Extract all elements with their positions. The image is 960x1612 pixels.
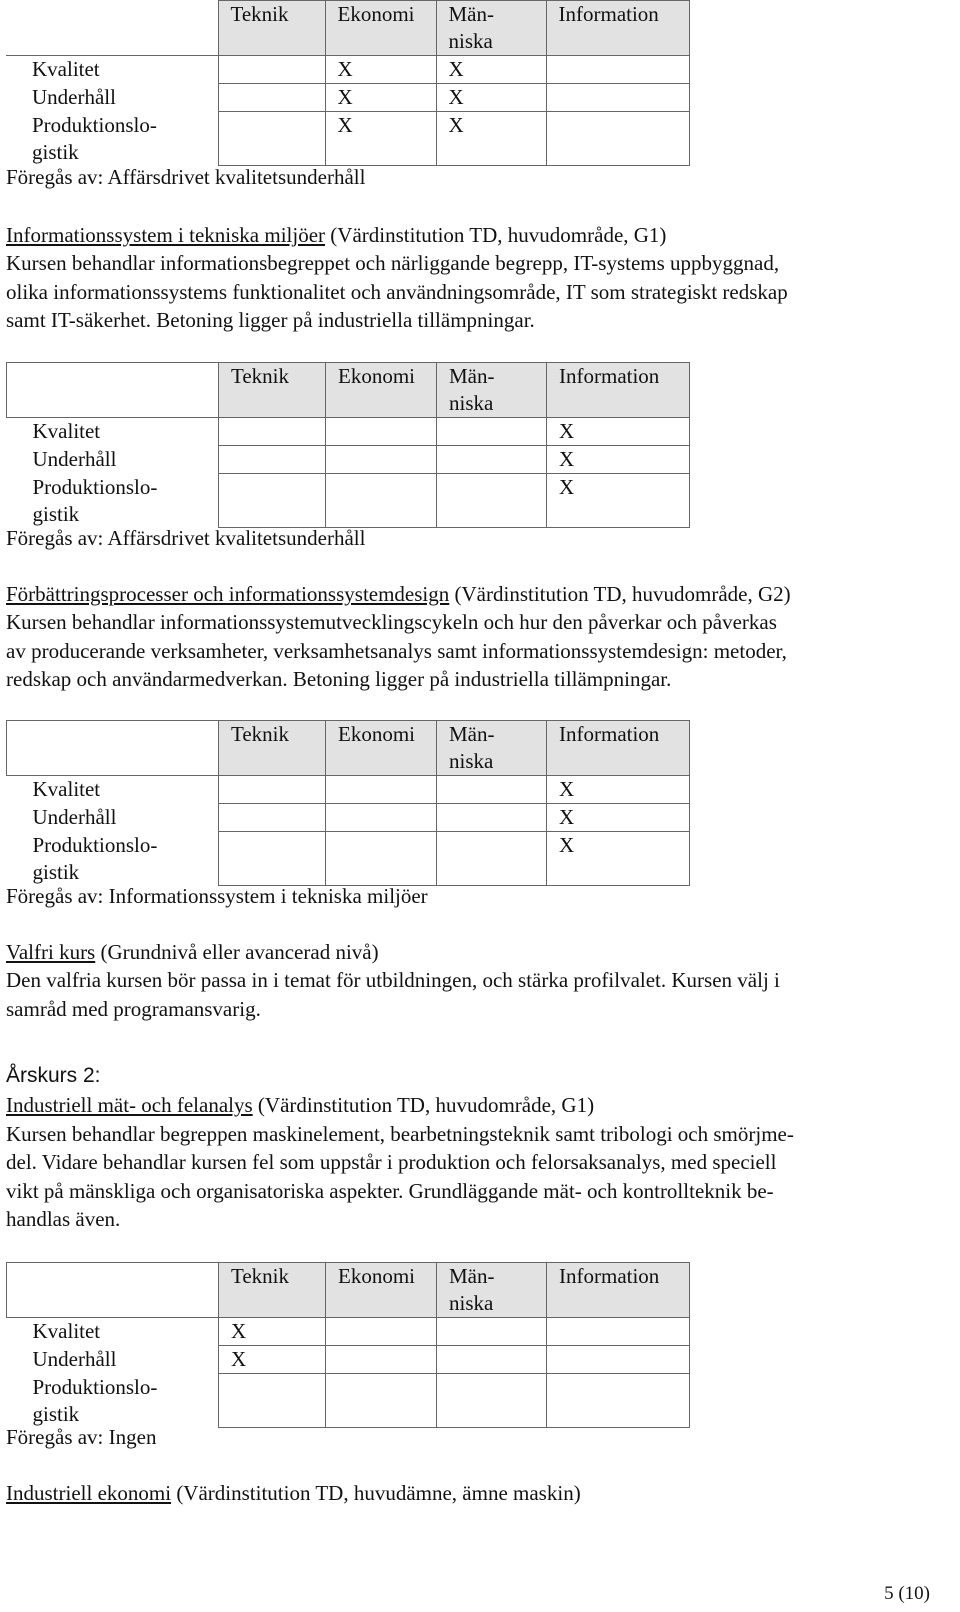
row-produktionslogistik: Produktionslo- gistik	[32, 1374, 158, 1426]
course-title-link[interactable]: Industriell mät- och felanalys	[6, 1093, 253, 1117]
course-heading: Industriell mät- och felanalys (Värdinstitution TD, huvudområde, G1)	[6, 1093, 595, 1117]
col-information: Information	[546, 1, 689, 56]
mark: X	[547, 804, 690, 832]
row-produktionslogistik: Produktionslo- gistik	[32, 832, 158, 884]
course-desc-line: vikt på mänskliga och organisatoriska aspekter. Grundläggande mät- och kontrollteknik be-	[6, 1179, 774, 1203]
mark: X	[547, 474, 690, 528]
col-ekonomi: Ekonomi	[325, 1, 436, 56]
course-heading: Informationssystem i tekniska miljöer (Värdinstitution TD, huvudområde, G1)	[6, 223, 667, 247]
col-teknik: Teknik	[218, 1, 325, 56]
row-underhall: Underhåll	[32, 84, 116, 109]
mark: X	[325, 112, 436, 166]
course-heading: Förbättringsprocesser och informationssystemdesign (Värdinstitution TD, huvudområde, G2)	[6, 582, 791, 606]
mark: X	[436, 112, 546, 166]
mark: X	[219, 1346, 326, 1374]
course-table-3	[6, 720, 690, 886]
mark: X	[325, 56, 436, 84]
row-kvalitet: Kvalitet	[32, 419, 101, 443]
row-kvalitet: Kvalitet	[32, 777, 101, 801]
mark: X	[547, 418, 690, 446]
course-desc-line: samt IT-säkerhet. Betoning ligger på industriella tillämpningar.	[6, 308, 535, 332]
col-information: Information	[547, 1263, 690, 1318]
row-underhall: Underhåll	[32, 446, 117, 471]
course-table-1	[6, 0, 690, 166]
row-produktionslogistik: Produktionslo- gistik	[32, 112, 157, 164]
col-teknik: Teknik	[219, 1263, 326, 1318]
mark: X	[436, 84, 546, 112]
course-desc-line: Den valfria kursen bör passa in i temat för utbildningen, och stärka profilvalet. Kursen välj i	[6, 968, 780, 992]
col-information: Information	[547, 363, 690, 418]
mark: X	[547, 776, 690, 804]
col-ekonomi: Ekonomi	[326, 721, 437, 776]
row-produktionslogistik: Produktionslo- gistik	[32, 474, 158, 526]
course-title-link[interactable]: Industriell ekonomi	[6, 1481, 172, 1505]
course-table-2	[6, 362, 690, 528]
prereq-3: Föregås av: Informationssystem i tekniska miljöer	[6, 884, 428, 908]
mark: X	[436, 56, 546, 84]
course-desc-line: Kursen behandlar informationssystemutvecklingscykeln och hur den påverkar och påverkas	[6, 610, 777, 634]
course-title-link[interactable]: Informationssystem i tekniska miljöer	[6, 223, 326, 247]
course-desc-line: av producerande verksamheter, verksamhetsanalys samt informationssystemdesign: metoder,	[6, 639, 787, 663]
course-heading: Valfri kurs (Grundnivå eller avancerad nivå)	[6, 940, 379, 964]
course-title-link[interactable]: Förbättringsprocesser och informationssystemdesign	[6, 582, 450, 606]
col-manniska: Män- niska	[437, 721, 547, 776]
course-desc-line: Kursen behandlar begreppen maskinelement, bearbetningsteknik samt tribologi och smörjme-	[6, 1122, 794, 1146]
row-kvalitet: Kvalitet	[32, 57, 100, 81]
mark: X	[547, 446, 690, 474]
row-kvalitet: Kvalitet	[32, 1319, 101, 1343]
mark: X	[325, 84, 436, 112]
col-teknik: Teknik	[219, 721, 326, 776]
page-number: 5 (10)	[884, 1583, 930, 1604]
row-underhall: Underhåll	[32, 804, 117, 829]
col-information: Information	[547, 721, 690, 776]
prereq-1: Föregås av: Affärsdrivet kvalitetsunderhåll	[6, 165, 366, 189]
course-table-4	[6, 1262, 690, 1428]
col-teknik: Teknik	[219, 363, 326, 418]
course-desc-line: Kursen behandlar informationsbegreppet och närliggande begrepp, IT-systems uppbyggnad,	[6, 251, 780, 275]
mark: X	[547, 832, 690, 886]
course-desc-line: redskap och användarmedverkan. Betoning ligger på industriella tillämpningar.	[6, 667, 672, 691]
col-manniska: Män- niska	[436, 1, 546, 56]
course-heading: Industriell ekonomi (Värdinstitution TD, huvudämne, ämne maskin)	[6, 1481, 581, 1505]
col-ekonomi: Ekonomi	[326, 1263, 437, 1318]
prereq-2: Föregås av: Affärsdrivet kvalitetsunderhåll	[6, 526, 366, 550]
course-desc-line: del. Vidare behandlar kursen fel som uppstår i produktion och felorsaksanalys, med speciell	[6, 1150, 777, 1174]
prereq-4: Föregås av: Ingen	[6, 1425, 157, 1449]
col-manniska: Män- niska	[437, 363, 547, 418]
course-desc-line: olika informationssystems funktionalitet och användningsområde, IT som strategiskt redskap	[6, 280, 788, 304]
course-desc-line: samråd med programansvarig.	[6, 997, 261, 1021]
row-underhall: Underhåll	[32, 1346, 117, 1371]
year-heading: Årskurs 2:	[6, 1064, 101, 1087]
col-manniska: Män- niska	[437, 1263, 547, 1318]
mark: X	[219, 1318, 326, 1346]
course-desc-line: handlas även.	[6, 1207, 121, 1231]
col-ekonomi: Ekonomi	[326, 363, 437, 418]
course-title-link[interactable]: Valfri kurs	[6, 940, 96, 964]
